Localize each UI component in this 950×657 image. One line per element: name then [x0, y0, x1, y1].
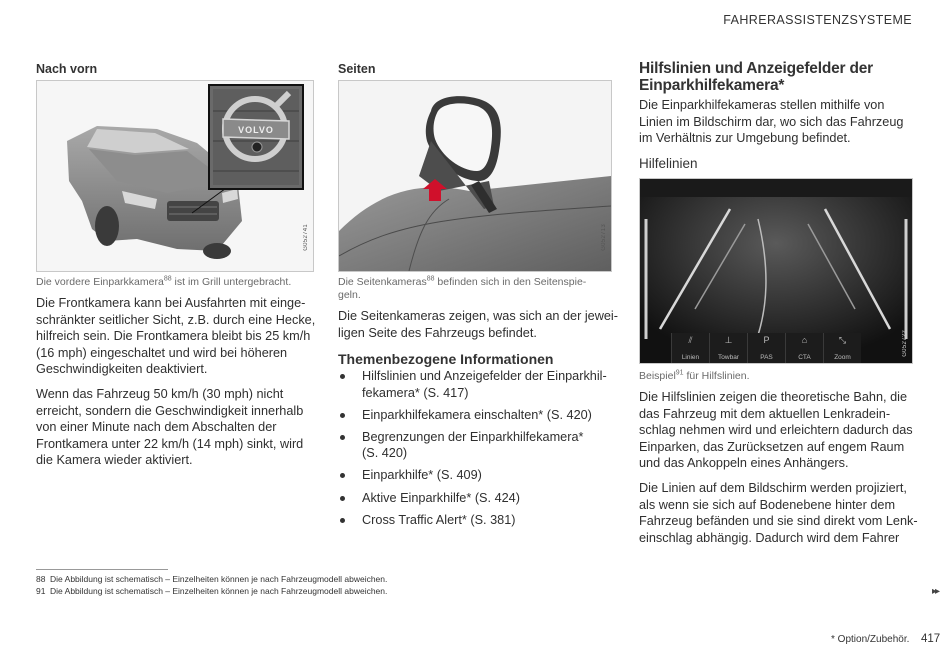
footnote: 88 Die Abbildung ist schematisch – Einzelheiten können je nach Fahrzeugmodell abweichen.	[36, 574, 388, 584]
related-link[interactable]: Einparkhilfe* (S. 409)	[338, 467, 618, 484]
page-title: Hilfslinien und Anzeigefelder der Einparkhilfekamera*	[639, 60, 873, 94]
caption-text: Beispiel	[639, 370, 676, 382]
side-camera-figure	[338, 80, 612, 272]
guidelines-figure	[639, 178, 913, 364]
pas-button[interactable]: P PAS	[747, 333, 785, 363]
footnote-ref[interactable]: 88	[426, 275, 435, 283]
front-image-id: G052741	[303, 224, 309, 251]
front-camera-illustration	[37, 81, 313, 271]
related-link[interactable]: Begrenzungen der Einparkhilfekamera* (S. 420)	[338, 429, 618, 462]
caption-text: für Hilfslinien.	[683, 370, 750, 382]
continue-arrows-icon: ▸▸	[931, 586, 938, 597]
paragraph: Die Hilfslinien zeigen die theoretische Bahn, die das Fahrzeug mit dem aktuellen Lenkradein- schlag nehmen wird und erleichtern dadurch das Einparken, das Zurücksetzen auf engem Raum und das Ankoppeln eines Anhängers.	[639, 390, 913, 471]
related-link[interactable]: Aktive Einparkhilfe* (S. 424)	[338, 490, 618, 507]
camera-image-id: G052722	[902, 330, 908, 357]
front-camera-figure	[36, 80, 314, 272]
lines-icon: ⫽	[688, 335, 693, 345]
guidelines-text	[639, 389, 929, 554]
related-link[interactable]: Cross Traffic Alert* (S. 381)	[338, 512, 618, 529]
page-number: 417	[921, 633, 941, 645]
option-note: * Option/Zubehör.	[831, 634, 910, 645]
footnote-ref[interactable]: 88	[163, 275, 172, 283]
parking-icon: P	[763, 335, 770, 345]
side-image-id: G052713	[601, 224, 607, 251]
caption-text: ist im Grill untergebracht.	[171, 276, 292, 288]
volvo-badge-text: VOLVO	[238, 125, 274, 135]
intro-text: Die Einparkhilfekameras stellen mithilfe von Linien im Bildschirm dar, wo sich das Fahrzeug im Verhältnis zur Umgebung befindet.	[639, 98, 904, 146]
footnote: 91 Die Abbildung ist schematisch – Einzelheiten können je nach Fahrzeugmodell abweichen.	[36, 586, 388, 596]
side-camera-illustration	[339, 81, 611, 271]
guidelines-caption	[639, 370, 924, 383]
caption-text: geln.	[338, 289, 361, 301]
paragraph: Die Frontkamera kann bei Ausfahrten mit einge- schränkter seitlicher Sicht, z.B. durch eine Hecke, hilfreich sein. Die Frontkamera bleibt bis 25 km/h (16 mph) eingeschaltet und wird bei höheren Geschwindigkeiten deaktiviert.	[36, 296, 316, 377]
towbar-icon: ⊥	[724, 335, 733, 345]
caption-text: Die Seitenkameras	[338, 276, 427, 288]
guidelines-subheading: Hilfelinien	[639, 156, 698, 171]
front-camera-heading: Nach vorn	[36, 62, 98, 76]
lines-button[interactable]: ⫽ Linien	[671, 333, 709, 363]
zoom-button[interactable]: ⤡ Zoom	[823, 333, 861, 363]
cta-button[interactable]: ⌂ CTA	[785, 333, 823, 363]
side-camera-heading: Seiten	[338, 62, 376, 76]
related-links-list	[338, 368, 618, 534]
side-camera-text: Die Seitenkameras zeigen, was sich an der jewei- ligen Seite des Fahrzeugs befindet.	[338, 309, 618, 340]
related-link[interactable]: Hilfslinien und Anzeigefelder der Einparkhil- fekamera* (S. 417)	[338, 368, 618, 401]
paragraph: Wenn das Fahrzeug 50 km/h (30 mph) nicht erreicht, sondern die Geschwindigkeit innerhalb von einer Minute nach dem Abschalten der Frontkamera unter 22 km/h (14 mph) sinkt, wird die Kamera wieder aktiviert.	[36, 386, 304, 468]
footnote-ref[interactable]: 91	[675, 369, 684, 377]
related-info-heading: Themenbezogene Informationen	[338, 351, 554, 367]
caption-text: Die vordere Einparkkamera	[36, 276, 164, 288]
cross-traffic-icon: ⌂	[801, 335, 808, 345]
footnote-divider	[36, 569, 168, 570]
towbar-button[interactable]: ⊥ Towbar	[709, 333, 747, 363]
front-camera-caption	[36, 276, 316, 289]
related-link[interactable]: Einparkhilfekamera einschalten* (S. 420)	[338, 407, 618, 424]
zoom-icon: ⤡	[838, 335, 847, 345]
front-camera-text	[36, 295, 321, 477]
caption-text: befinden sich in den Seitenspie-	[434, 276, 587, 288]
side-camera-caption	[338, 276, 613, 302]
paragraph: Die Linien auf dem Bildschirm werden projiziert, als wenn sie sich auf Bodenebene hinter dem Fahrzeug befänden und sie sind direkt vom Lenk- einschlag abhängig. Dadurch wird dem Fahrer	[639, 480, 918, 545]
section-header: FAHRERASSISTENZSYSTEME	[723, 13, 912, 27]
